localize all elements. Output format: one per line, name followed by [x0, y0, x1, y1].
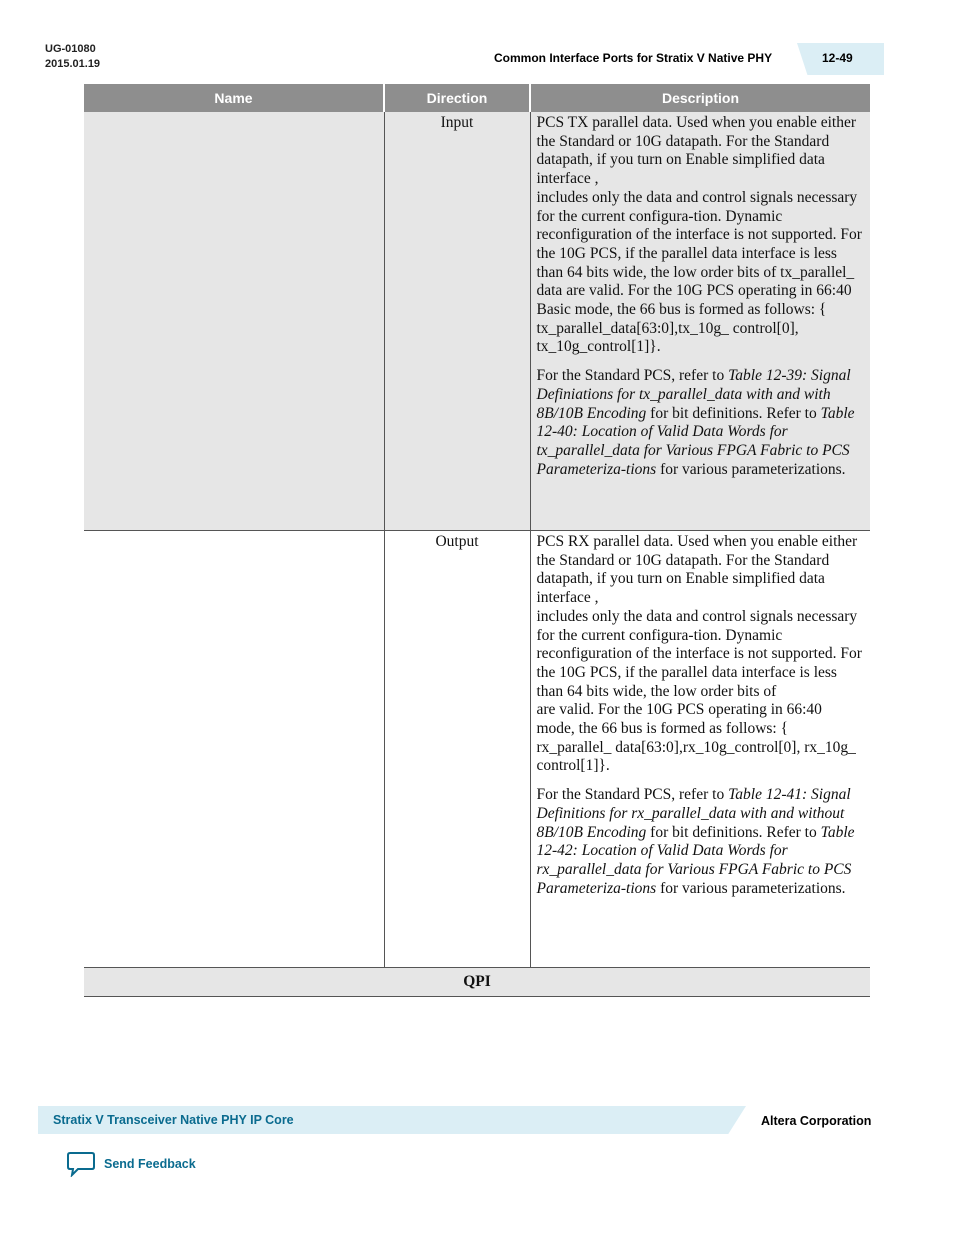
send-feedback-label: Send Feedback [104, 1157, 196, 1171]
signal-name [84, 112, 384, 531]
description-reference-paragraph [537, 786, 865, 898]
text-span: for various parameterizations. [656, 879, 846, 897]
table-reference: Table 12-39: Signal Definiations for tx_parallel_data with and with 8B/10B Encoding [536, 367, 851, 422]
section-label: QPI [84, 968, 870, 997]
signal-description [530, 112, 870, 531]
speech-bubble-icon [66, 1151, 96, 1177]
text-span: for bit definitions. Refer to [646, 823, 821, 841]
table-row [84, 531, 870, 968]
section-row-qpi [84, 968, 870, 997]
table-reference: Table 12-42: Location of Valid Data Words for rx_parallel_data for Various FPGA Fabric to PCS Parameteriza-tions [536, 823, 855, 897]
text-span: for bit definitions. Refer to [646, 404, 821, 422]
signal-direction: Input [384, 112, 530, 531]
column-header-name: Name [84, 84, 384, 112]
doc-date: 2015.01.19 [45, 58, 101, 70]
text-span: for various parameterizations. [656, 460, 846, 478]
doc-id-block [45, 42, 100, 72]
description-reference-paragraph [537, 367, 865, 479]
table-header-row [84, 84, 870, 112]
signal-description [530, 531, 870, 968]
doc-id: UG-01080 [45, 43, 96, 55]
signal-table [84, 84, 870, 997]
footer-company: Altera Corporation [761, 1114, 872, 1128]
column-header-description: Description [530, 84, 870, 112]
description-paragraph: PCS RX parallel data. Used when you enable either the Standard or 10G datapath. For the Standard datapath, if you turn on Enable simplified data interface , includes only the data and control signals necessary for the current configura-tion. Dynamic reconfiguration of the interface is not supported. For the 10G PCS, if the parallel data interface is less than 64 bits wide, the low order bits of are valid. For the 10G PCS operating in 66:40 mode, the 66 bus is formed as follows: { rx_parallel_ data[63:0],rx_10g_control[0], rx_10g_ control[1]}. [536, 533, 862, 775]
table-reference: Table 12-40: Location of Valid Data Words for tx_parallel_data for Various FPGA Fabric to PCS Parameteriza-tions [536, 404, 855, 478]
signal-name [84, 531, 384, 968]
table-reference: Table 12-41: Signal Definitions for rx_parallel_data with and without 8B/10B Encoding [536, 786, 851, 841]
signal-direction: Output [384, 531, 530, 968]
column-header-direction: Direction [384, 84, 530, 112]
table-row [84, 112, 870, 531]
text-span: For the Standard PCS, refer to [536, 367, 729, 385]
text-span: For the Standard PCS, refer to [536, 786, 729, 804]
description-paragraph: PCS TX parallel data. Used when you enable either the Standard or 10G datapath. For the Standard datapath, if you turn on Enable simplified data interface , includes only the data and control signals necessary for the current configura-tion. Dynamic reconfiguration of the interface is not supported. For the 10G PCS, if the parallel data interface is less than 64 bits wide, the low order bits of tx_parallel_ data are valid. For the 10G PCS operating in 66:40 Basic mode, the 66 bus is formed as follows: { tx_parallel_data[63:0],tx_10g_ control[0], tx_10g_control[1]}. [536, 114, 862, 356]
send-feedback-link[interactable] [66, 1150, 196, 1178]
section-title: Common Interface Ports for Stratix V Native PHY [494, 51, 773, 65]
page-number: 12-49 [822, 51, 853, 65]
footer-document-title[interactable]: Stratix V Transceiver Native PHY IP Core [53, 1113, 294, 1127]
